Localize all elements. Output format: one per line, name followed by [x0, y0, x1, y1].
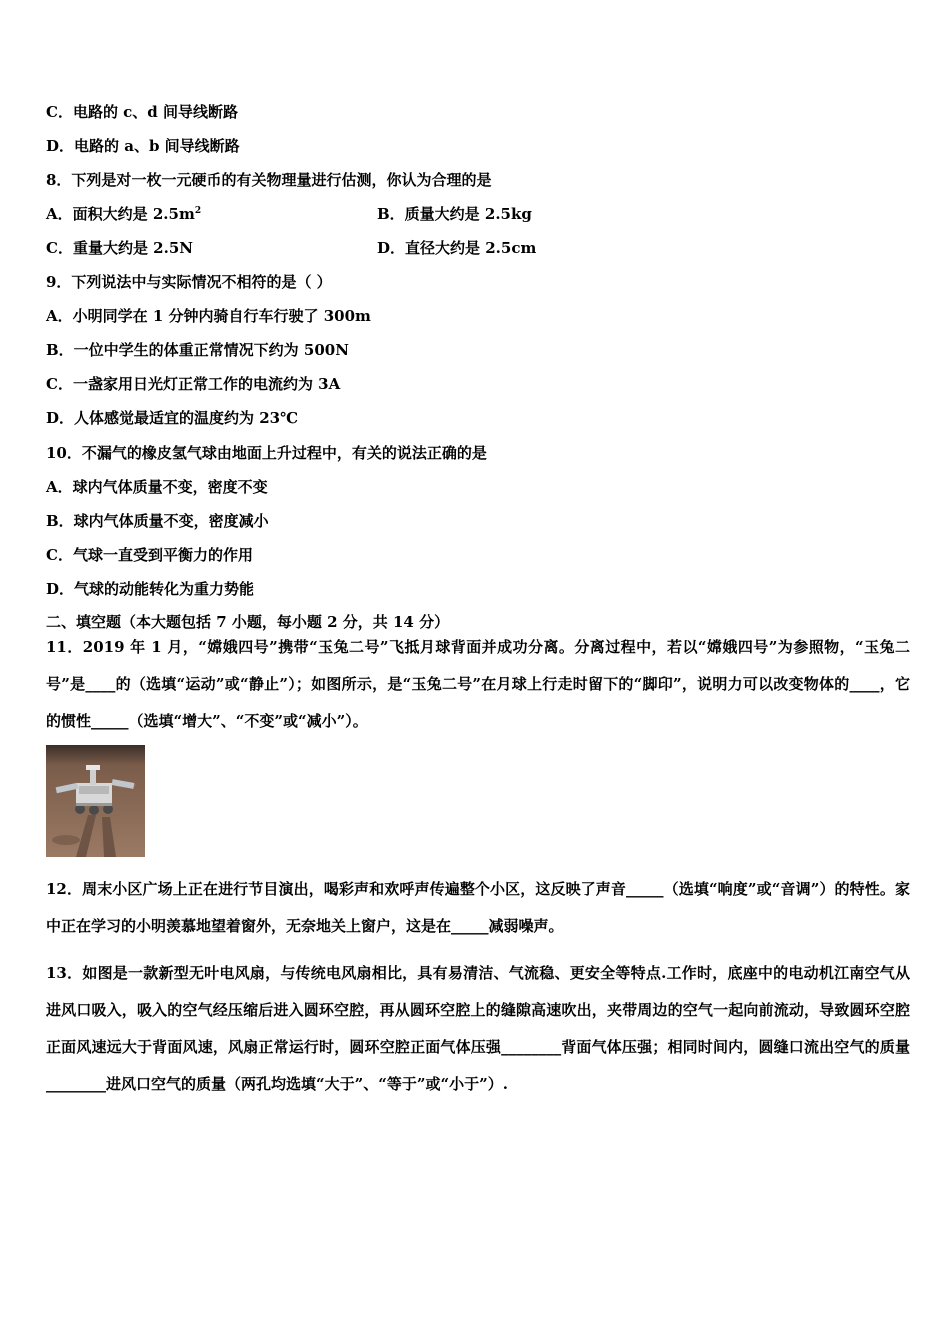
q8-option-d: D．直径大约是 2.5cm — [377, 239, 537, 257]
q9-option-a: A．小明同学在 1 分钟内骑自行车行驶了 300m — [46, 307, 371, 325]
q10-option-d: D．气球的动能转化为重力势能 — [46, 580, 255, 598]
q7-option-d: D．电路的 a、b 间导线断路 — [46, 137, 240, 155]
q8-option-a-text: A．面积大约是 2.5m — [46, 205, 195, 223]
yutu-rover-photo — [46, 745, 145, 857]
q8-stem: 8．下列是对一枚一元硬币的有关物理量进行估测，你认为合理的是 — [46, 171, 492, 189]
q8-option-a-superscript: 2 — [194, 206, 202, 216]
q10-option-c: C．气球一直受到平衡力的作用 — [46, 546, 253, 564]
q7-option-c: C．电路的 c、d 间导线断路 — [46, 103, 239, 121]
q9-stem: 9．下列说法中与实际情况不相符的是（ ） — [46, 273, 332, 291]
q8-option-b: B．质量大约是 2.5kg — [377, 205, 532, 223]
q9-option-b: B．一位中学生的体重正常情况下约为 500N — [46, 341, 349, 359]
q10-stem: 10．不漏气的橡皮氢气球由地面上升过程中，有关的说法正确的是 — [46, 444, 487, 462]
q13-paragraph: 13．如图是一款新型无叶电风扇，与传统电风扇相比，具有易清洁、气流稳、更安全等特点.工作时，底座中的电动机江南空气从进风口吸入，吸入的空气经压缩后进入圆环空腔，再从圆环空腔上的缝隙高速吹出，夹带周边的空气一起向前流动，导致圆环空腔正面风速远大于背面风速，风扇正常运行时，圆环空腔正面气体压强________背面气体压强；相同时间内，圆缝口流出空气的质量________进风口空气的质量（两孔均选填“大于”、“等于”或“小于”）. — [46, 964, 910, 1093]
q12-paragraph: 12．周末小区广场上正在进行节目演出，喝彩声和欢呼声传遍整个小区，这反映了声音_____（选填“响度”或“音调”）的特性。家中正在学习的小明羡慕地望着窗外，无奈地关上窗户，这是在_____减弱噪声。 — [46, 880, 910, 935]
section-2-heading: 二、填空题（本大题包括 7 小题，每小题 2 分，共 14 分） — [46, 613, 450, 631]
q8-option-a — [46, 204, 201, 224]
q10-option-b: B．球内气体质量不变，密度减小 — [46, 512, 269, 530]
q11-paragraph: 11．2019 年 1 月，“嫦娥四号”携带“玉兔二号”飞抵月球背面并成功分离。分离过程中，若以“嫦娥四号”为参照物，“玉兔二号”是____的（选填“运动”或“静止”）；如图所示，是“玉兔二号”在月球上行走时留下的“脚印”，说明力可以改变物体的____，它的惯性_____（选填“增大”、“不变”或“减小”）。 — [46, 638, 910, 730]
q9-option-c: C．一盏家用日光灯正常工作的电流约为 3A — [46, 375, 341, 393]
q10-option-a: A．球内气体质量不变，密度不变 — [46, 478, 268, 496]
q9-option-d: D．人体感觉最适宜的温度约为 23℃ — [46, 409, 299, 427]
q8-option-c: C．重量大约是 2.5N — [46, 239, 193, 257]
